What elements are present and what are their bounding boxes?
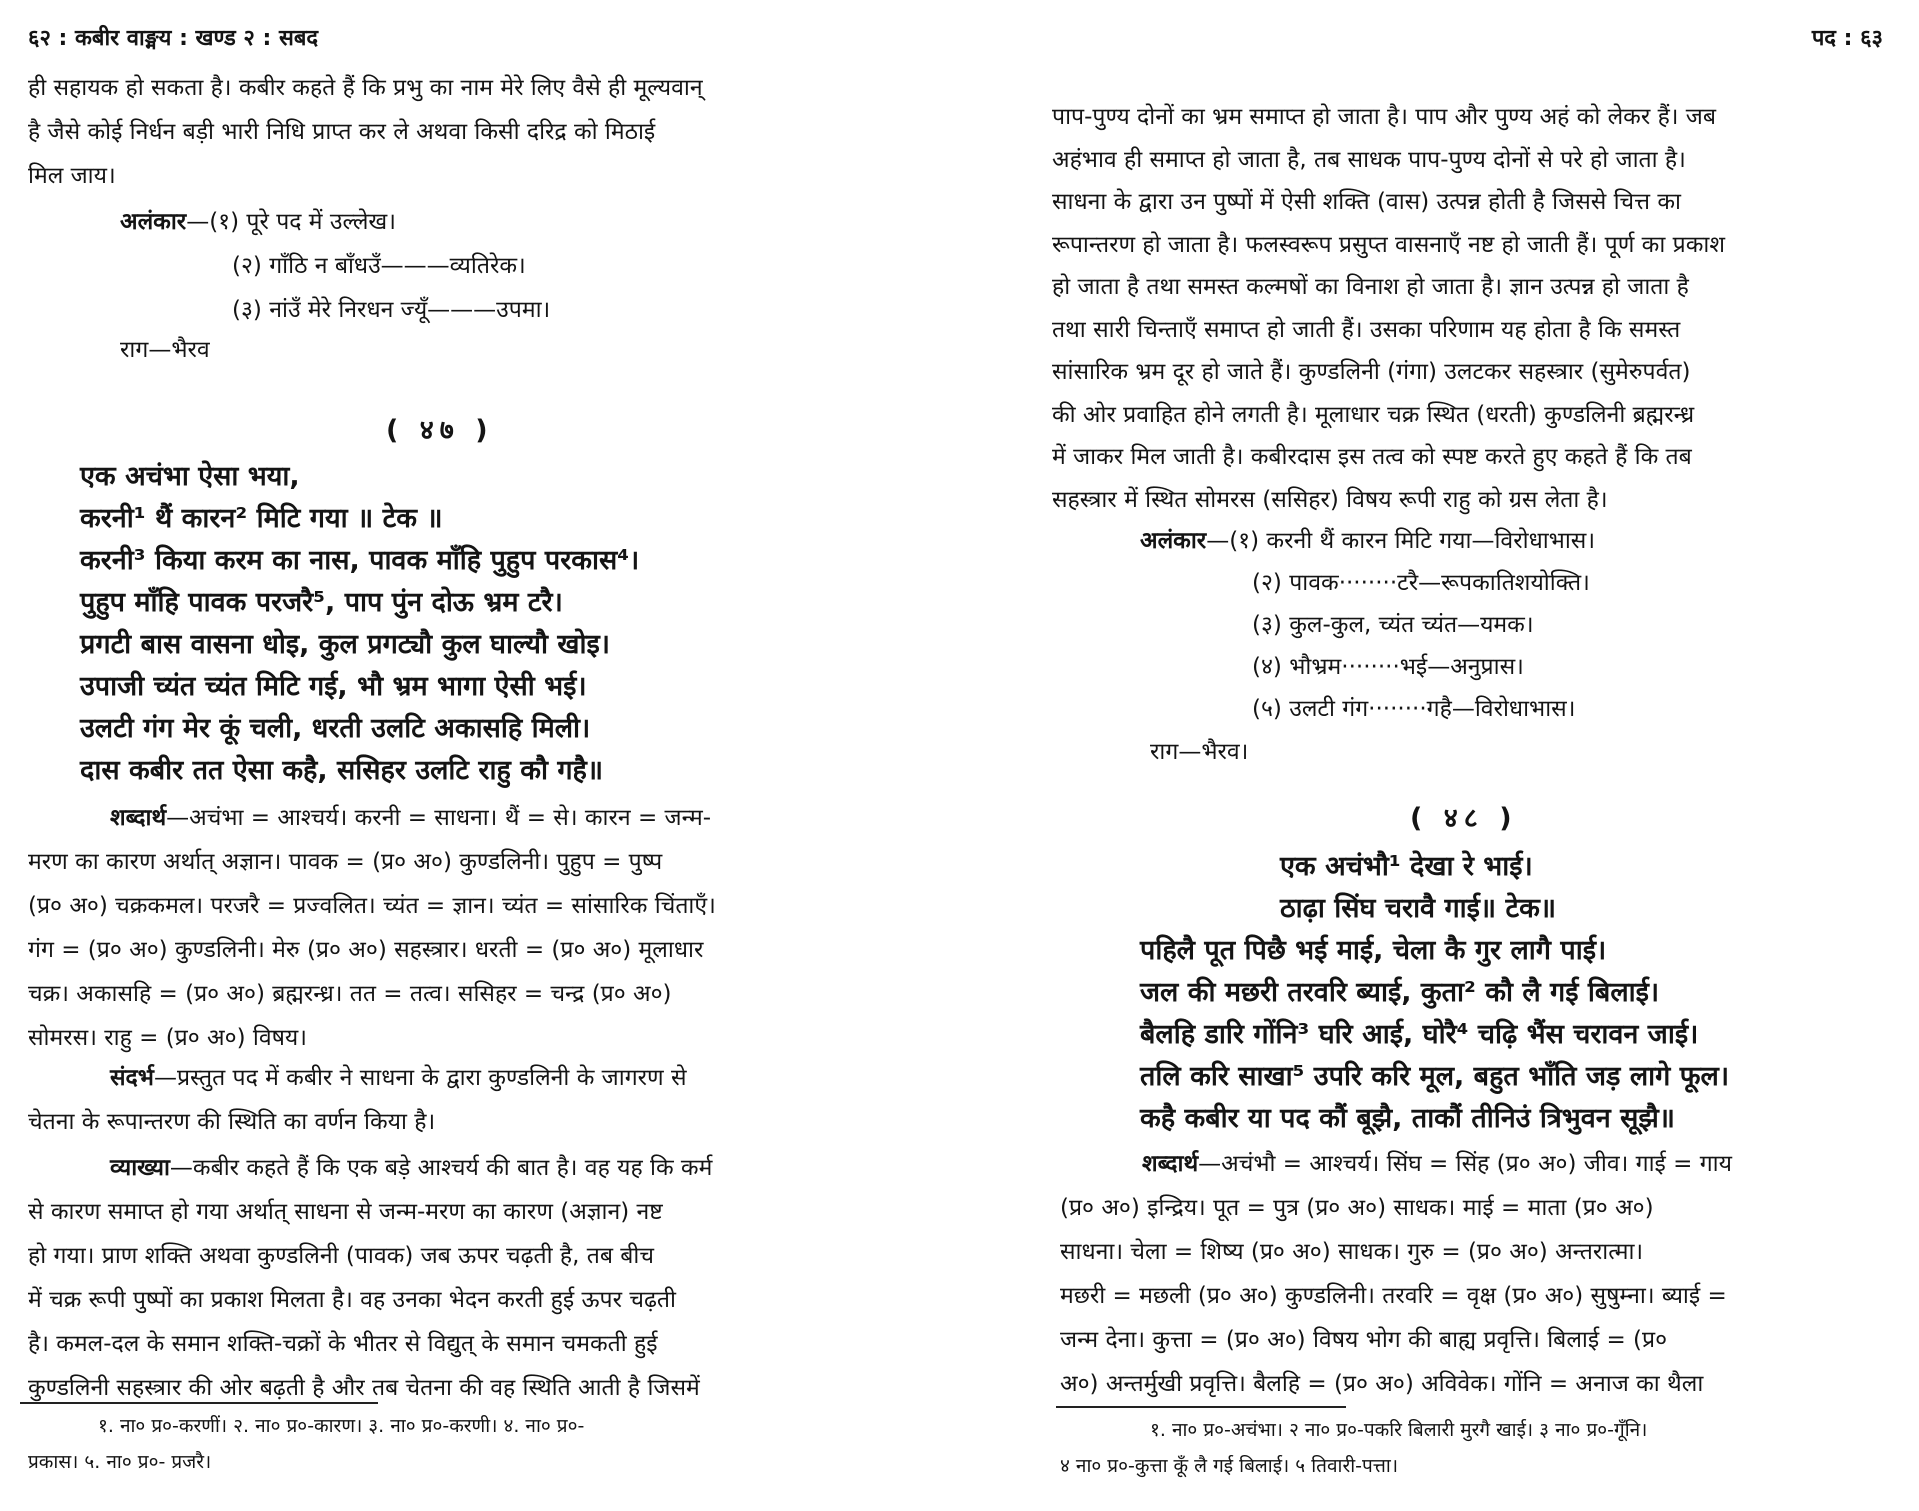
text-line: सांसारिक भ्रम दूर हो जाते हैं। कुण्डलिनी (गंगा) उलटकर सहस्त्रार (सुमेरुपर्वत) [1052,359,1691,385]
text-line: से कारण समाप्त हो गया अर्थात् साधना से जन्म-मरण का कारण (अज्ञान) नष्ट [28,1199,663,1225]
pad-number-47: ( ४७ ) [386,415,494,446]
text-line: सहस्त्रार में स्थित सोमरस (ससिहर) विषय रूपी राहु को ग्रस लेता है। [1052,486,1608,513]
text-line: —प्रस्तुत पद में कबीर ने साधना के द्वारा कुण्डलिनी के जागरण से [153,1065,687,1091]
right-page-header: पद : ६३ [1811,26,1883,51]
verse-line: करनी³ किया करम का नास, पावक माँहि पुहुप परकास⁴। [80,545,640,576]
pad-number-48: ( ४८ ) [1410,803,1518,834]
shabdarth-label: शब्दार्थ [1142,1151,1199,1177]
verse-line: प्रगटी बास वासना धोइ, कुल प्रगट्यौ कुल घाल्यौ खोइ। [80,629,610,660]
sandarbh-label: संदर्भ [110,1065,154,1091]
text-line: (२) गाँठि न बाँधउँ———व्यतिरेक। [232,253,526,279]
pad-47-verse [80,456,639,792]
left-page-header: ६२ : कबीर वाङ्मय : खण्ड २ : सबद [28,26,319,51]
text-line: साधना के द्वारा उन पुष्पों में ऐसी शक्ति (वास) उत्पन्न होती है जिससे चित्त का [1052,189,1681,215]
text-line: चेतना के रूपान्तरण की स्थिति का वर्णन किया है। [28,1109,436,1135]
text-line: अहंभाव ही समाप्त हो जाता है, तब साधक पाप-पुण्य दोनों से परे हो जाता है। [1052,146,1686,173]
right-raag: राग—भैरव। [1150,739,1249,765]
text-line: —(१) करनी थैं कारन मिटि गया—विरोधाभास। [1206,528,1596,554]
left-page [0,0,880,1511]
text-line: (५) उलटी गंग········गहै—विरोधाभास। [1252,696,1576,722]
footnote-line: १. ना० प्र०-अचंभा। २ ना० प्र०-पकरि बिलारी मुरगै खाई। ३ ना० प्र०-गूँनि। [1150,1419,1648,1441]
footnote-line: ४ ना० प्र०-कुत्ता कूँ लै गई बिलाई। ५ तिवारी-पत्ता। [1060,1455,1399,1477]
text-line: साधना। चेला = शिष्य (प्र० अ०) साधक। गुरु = (प्र० अ०) अन्तरात्मा। [1060,1239,1644,1265]
right-shabdarth-section [1060,1142,1732,1406]
text-line: मरण का कारण अर्थात् अज्ञान। पावक = (प्र० अ०) कुण्डलिनी। पुहुप = पुष्प [28,849,663,875]
left-sandarbh-section [28,1056,687,1144]
pad-48-verse [1140,930,1729,1140]
verse-line: बैलहि डारि गोंनि³ घरि आई, घोरै⁴ चढ़ि भैंस चरावन जाई। [1140,1019,1699,1050]
shabdarth-label: शब्दार्थ [110,805,167,831]
right-page [1040,0,1919,1511]
left-shabdarth-section [28,796,716,1060]
left-footnotes [28,1408,584,1480]
text-line: कुण्डलिनी सहस्त्रार की ओर बढ़ती है और तब चेतना की वह स्थिति आती है जिसमें [28,1375,700,1401]
text-line: सोमरस। राहु = (प्र० अ०) विषय। [28,1025,307,1051]
text-line: की ओर प्रवाहित होने लगती है। मूलाधार चक्र स्थित (धरती) कुण्डलिनी ब्रह्मरन्ध्र [1052,401,1695,428]
alankar-label: अलंकार [1140,528,1207,554]
text-line: रूपान्तरण हो जाता है। फलस्वरूप प्रसुप्त वासनाएँ नष्ट हो जाती हैं। पूर्ण का प्रकाश [1052,231,1725,258]
footnote-line: प्रकास। ५. ना० प्र०- प्रजरै। [28,1451,212,1473]
text-line: में जाकर मिल जाती है। कबीरदास इस तत्व को स्पष्ट करते हुए कहते हैं कि तब [1052,444,1692,470]
verse-line: पुहुप माँहि पावक परजरै⁵, पाप पुंन दोऊ भ्रम टरै। [80,587,563,618]
verse-line: जल की मछरी तरवरि ब्याई, कुता² कौ लै गई बिलाई। [1140,977,1660,1008]
text-line: है। कमल-दल के समान शक्ति-चक्रों के भीतर से विद्युत् के समान चमकती हुई [28,1331,658,1357]
pad-48-refrain [1280,846,1556,930]
verse-line: करनी¹ थैं कारन² मिटि गया ॥ टेक ॥ [80,503,443,534]
text-line: —अचंभौ = आश्चर्य। सिंघ = सिंह (प्र० अ०) जीव। गाई = गाय [1198,1151,1732,1177]
text-line: (प्र० अ०) चक्रकमल। परजरै = प्रज्वलित। च्यंत = ज्ञान। च्यंत = सांसारिक चिंताएँ। [28,893,716,919]
text-line: गंग = (प्र० अ०) कुण्डलिनी। मेरु (प्र० अ०) सहस्त्रार। धरती = (प्र० अ०) मूलाधार [28,937,704,963]
text-line: चक्र। अकासहि = (प्र० अ०) ब्रह्मरन्ध्र। तत = तत्व। ससिहर = चन्द्र (प्र० अ०) [28,981,672,1007]
right-paragraph [1052,96,1725,521]
right-alankar-section [1140,520,1595,730]
right-footnotes [1060,1412,1647,1484]
text-line: में चक्र रूपी पुष्पों का प्रकाश मिलता है। वह उनका भेदन करती हुई ऊपर चढ़ती [28,1287,676,1313]
text-line: (२) पावक········टरै—रूपकातिशयोक्ति। [1252,570,1590,596]
text-line: (३) कुल-कुल, च्यंत च्यंत—यमक। [1252,612,1534,638]
text-line: अ०) अन्तर्मुखी प्रवृत्ति। बैलहि = (प्र० अ०) अविवेक। गोंनि = अनाज का थैला [1060,1371,1704,1397]
verse-line: एक अचंभौ¹ देखा रे भाई। [1280,851,1533,882]
verse-line: उपाजी च्यंत च्यंत मिटि गई, भौ भ्रम भागा ऐसी भई। [80,671,587,702]
footnote-line: १. ना० प्र०-करणीं। २. ना० प्र०-कारण। ३. ना० प्र०-करणी। ४. ना० प्र०- [98,1415,585,1437]
alankar-label: अलंकार [120,209,187,235]
left-vyakhya-section [28,1146,712,1410]
text-line: है जैसे कोई निर्धन बड़ी भारी निधि प्राप्त कर ले अथवा किसी दरिद्र को मिठाई [28,119,656,145]
text-line: हो जाता है तथा समस्त कल्मषों का विनाश हो जाता है। ज्ञान उत्पन्न हो जाता है [1052,274,1689,300]
verse-line: ठाढ़ा सिंघ चरावै गाई॥ टेक॥ [1280,893,1557,924]
text-line: हो गया। प्राण शक्ति अथवा कुण्डलिनी (पावक) जब ऊपर चढ़ती है, तब बीच [28,1243,654,1269]
text-line: पाप-पुण्य दोनों का भ्रम समाप्त हो जाता है। पाप और पुण्य अहं को लेकर हैं। जब [1052,104,1717,130]
vyakhya-label: व्याख्या [110,1155,170,1181]
footnote-divider [20,1402,378,1404]
text-line: ही सहायक हो सकता है। कबीर कहते हैं कि प्रभु का नाम मेरे लिए वैसे ही मूल्यवान् [28,75,703,101]
text-line: —कबीर कहते हैं कि एक बड़े आश्चर्य की बात है। वह यह कि कर्म [169,1155,713,1181]
verse-line: कहै कबीर या पद कौं बूझै, ताकौं तीनिउं त्रिभुवन सूझै॥ [1140,1103,1675,1134]
text-line: (४) भौभ्रम········भई—अनुप्रास। [1252,654,1524,680]
text-line: मछरी = मछली (प्र० अ०) कुण्डलिनी। तरवरि = वृक्ष (प्र० अ०) सुषुम्ना। ब्याई = [1060,1283,1727,1309]
text-line: (३) नांउँ मेरे निरधन ज्यूँ———उपमा। [232,297,551,323]
left-alankar-section [120,200,550,332]
text-line: (प्र० अ०) इन्द्रिय। पूत = पुत्र (प्र० अ०) साधक। माई = माता (प्र० अ०) [1060,1195,1654,1221]
text-line: —(१) पूरे पद में उल्लेख। [186,209,396,235]
text-line: जन्म देना। कुत्ता = (प्र० अ०) विषय भोग की बाह्य प्रवृत्ति। बिलाई = (प्र० [1060,1327,1668,1353]
text-line: —अचंभा = आश्चर्य। करनी = साधना। थैं = से। कारन = जन्म- [166,805,711,831]
verse-line: उलटी गंग मेर कूं चली, धरती उलटि अकासहि मिली। [80,713,591,744]
verse-line: एक अचंभा ऐसा भया, [80,461,300,492]
left-intro-paragraph [28,66,703,198]
footnote-divider [1056,1406,1346,1408]
left-raag: राग—भैरव [120,337,210,363]
verse-line: दास कबीर तत ऐसा कहै, ससिहर उलटि राहु कौ गहै॥ [80,755,604,786]
verse-line: तलि करि साखा⁵ उपरि करि मूल, बहुत भाँति जड़ लागे फूल। [1140,1061,1730,1092]
verse-line: पहिलै पूत पिछै भई माई, चेला कै गुर लागै पाई। [1140,935,1607,966]
text-line: मिल जाय। [28,163,116,189]
text-line: तथा सारी चिन्ताएँ समाप्त हो जाती हैं। उसका परिणाम यह होता है कि समस्त [1052,316,1681,343]
